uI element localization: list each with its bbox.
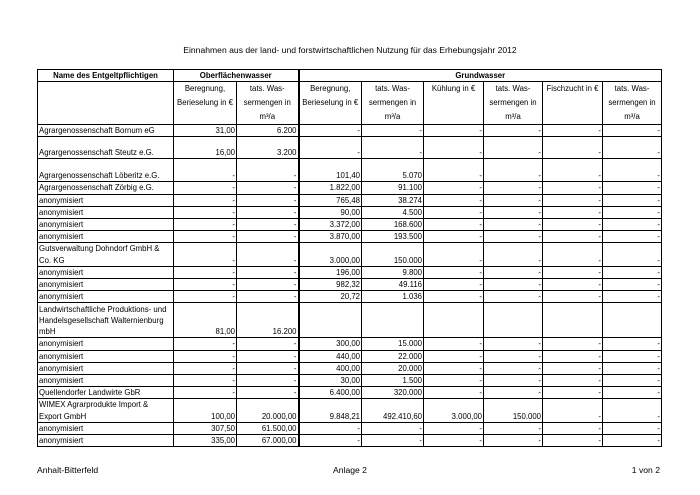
value-cell: - bbox=[174, 266, 237, 278]
value-cell: - bbox=[362, 435, 424, 447]
table-row bbox=[38, 375, 662, 387]
value-cell: - bbox=[424, 350, 484, 362]
value-cell: - bbox=[174, 291, 237, 303]
payer-name-cell: Gutsverwaltung Dohndorf GmbH & Co. KG bbox=[38, 243, 174, 266]
value-cell: 168.600 bbox=[362, 219, 424, 231]
value-cell: 765,48 bbox=[299, 194, 362, 206]
value-cell: - bbox=[543, 137, 603, 159]
payer-name-cell: anonymisiert bbox=[38, 422, 174, 434]
value-cell: 90,00 bbox=[299, 206, 362, 218]
table-row bbox=[38, 362, 662, 374]
value-cell: - bbox=[424, 279, 484, 291]
subheader-cell: Beregnung, Berieselung in € bbox=[299, 82, 362, 125]
value-cell: 22.000 bbox=[362, 350, 424, 362]
value-cell: - bbox=[603, 350, 662, 362]
value-cell: 335,00 bbox=[174, 435, 237, 447]
value-cell: - bbox=[603, 125, 662, 137]
value-cell: - bbox=[424, 243, 484, 266]
value-cell: - bbox=[424, 422, 484, 434]
value-cell: - bbox=[543, 266, 603, 278]
surface-water-header: Oberflächenwasser bbox=[174, 70, 299, 82]
table-row bbox=[38, 137, 662, 159]
table-row bbox=[38, 194, 662, 206]
value-cell: - bbox=[174, 182, 237, 194]
value-cell: 20,72 bbox=[299, 291, 362, 303]
value-cell: 320.000 bbox=[362, 387, 424, 399]
value-cell: 15.000 bbox=[362, 338, 424, 350]
payer-name-cell: anonymisiert bbox=[38, 375, 174, 387]
value-cell: - bbox=[603, 279, 662, 291]
value-cell: - bbox=[424, 338, 484, 350]
header-row bbox=[38, 70, 662, 82]
value-cell: - bbox=[543, 422, 603, 434]
table-row bbox=[38, 266, 662, 278]
value-cell: - bbox=[424, 375, 484, 387]
value-cell: - bbox=[424, 194, 484, 206]
value-cell: - bbox=[484, 291, 543, 303]
value-cell: - bbox=[237, 219, 299, 231]
value-cell: 3.372,00 bbox=[299, 219, 362, 231]
value-cell: - bbox=[543, 387, 603, 399]
value-cell: 16.200 bbox=[237, 303, 299, 338]
value-cell: - bbox=[543, 291, 603, 303]
table-body bbox=[38, 125, 662, 447]
value-cell bbox=[424, 303, 484, 338]
value-cell: 16,00 bbox=[174, 137, 237, 159]
value-cell: - bbox=[484, 266, 543, 278]
value-cell: - bbox=[484, 279, 543, 291]
value-cell: 3.870,00 bbox=[299, 231, 362, 243]
payer-name-cell: anonymisiert bbox=[38, 266, 174, 278]
value-cell: 1.500 bbox=[362, 375, 424, 387]
value-cell: - bbox=[484, 137, 543, 159]
value-cell: - bbox=[603, 231, 662, 243]
value-cell: - bbox=[237, 279, 299, 291]
value-cell: - bbox=[174, 279, 237, 291]
value-cell: - bbox=[237, 291, 299, 303]
value-cell: - bbox=[299, 125, 362, 137]
subheader-cell: Kühlung in € bbox=[424, 82, 484, 125]
value-cell: 5.070 bbox=[362, 159, 424, 182]
value-cell: - bbox=[484, 350, 543, 362]
value-cell: 440,00 bbox=[299, 350, 362, 362]
value-cell: - bbox=[603, 422, 662, 434]
value-cell: - bbox=[603, 137, 662, 159]
value-cell: - bbox=[237, 266, 299, 278]
value-cell: 6.200 bbox=[237, 125, 299, 137]
value-cell: - bbox=[543, 350, 603, 362]
value-cell: - bbox=[424, 362, 484, 374]
payer-name-cell: anonymisiert bbox=[38, 206, 174, 218]
value-cell: - bbox=[543, 125, 603, 137]
table-row bbox=[38, 350, 662, 362]
footer-page-number: 1 von 2 bbox=[631, 465, 660, 475]
value-cell: - bbox=[174, 219, 237, 231]
payer-name-cell: anonymisiert bbox=[38, 219, 174, 231]
payer-name-cell: anonymisiert bbox=[38, 231, 174, 243]
payer-name-cell: Agrargenossenschaft Zörbig e.G. bbox=[38, 182, 174, 194]
value-cell: 196,00 bbox=[299, 266, 362, 278]
subheader-cell: tats. Was-sermengen in m³/a bbox=[237, 82, 299, 125]
table-row bbox=[38, 387, 662, 399]
payer-name-cell: Landwirtschaftliche Produktions- und Handelsgesellschaft Walternienburg mbH bbox=[38, 303, 174, 338]
value-cell: 9.800 bbox=[362, 266, 424, 278]
value-cell: 307,50 bbox=[174, 422, 237, 434]
value-cell: 91.100 bbox=[362, 182, 424, 194]
value-cell: - bbox=[424, 435, 484, 447]
table-row bbox=[38, 291, 662, 303]
value-cell: - bbox=[543, 399, 603, 422]
value-cell: - bbox=[484, 219, 543, 231]
value-cell: 38.274 bbox=[362, 194, 424, 206]
value-cell: - bbox=[603, 159, 662, 182]
value-cell: 150.000 bbox=[484, 399, 543, 422]
value-cell: - bbox=[237, 194, 299, 206]
payer-name-cell: anonymisiert bbox=[38, 350, 174, 362]
value-cell: 3.200 bbox=[237, 137, 299, 159]
payer-name-cell: anonymisiert bbox=[38, 194, 174, 206]
value-cell: - bbox=[174, 375, 237, 387]
value-cell: 3.000,00 bbox=[299, 243, 362, 266]
value-cell: - bbox=[603, 435, 662, 447]
value-cell: 67.000,00 bbox=[237, 435, 299, 447]
value-cell: 49.116 bbox=[362, 279, 424, 291]
value-cell: - bbox=[603, 243, 662, 266]
value-cell: - bbox=[543, 435, 603, 447]
value-cell: - bbox=[484, 159, 543, 182]
value-cell: 20.000 bbox=[362, 362, 424, 374]
value-cell: - bbox=[174, 387, 237, 399]
value-cell: - bbox=[237, 243, 299, 266]
name-column-header: Name des Entgeltpflichtigen bbox=[38, 70, 174, 82]
value-cell: 101,40 bbox=[299, 159, 362, 182]
table-row bbox=[38, 422, 662, 434]
value-cell: - bbox=[424, 182, 484, 194]
value-cell: - bbox=[424, 231, 484, 243]
value-cell: 61.500,00 bbox=[237, 422, 299, 434]
value-cell: - bbox=[543, 338, 603, 350]
value-cell: - bbox=[543, 362, 603, 374]
table-row bbox=[38, 303, 662, 338]
value-cell: - bbox=[484, 435, 543, 447]
value-cell: - bbox=[484, 375, 543, 387]
value-cell: - bbox=[174, 159, 237, 182]
value-cell: - bbox=[484, 125, 543, 137]
value-cell: - bbox=[543, 159, 603, 182]
value-cell: 6.400,00 bbox=[299, 387, 362, 399]
value-cell: - bbox=[484, 362, 543, 374]
page-title: Einnahmen aus der land- und forstwirtschaftlichen Nutzung für das Erhebungsjahr 2012 bbox=[183, 45, 517, 55]
value-cell: - bbox=[237, 375, 299, 387]
value-cell bbox=[299, 303, 362, 338]
value-cell: - bbox=[603, 194, 662, 206]
payer-name-cell: WIMEX Agrarprodukte Import & Export GmbH bbox=[38, 399, 174, 422]
value-cell: - bbox=[424, 291, 484, 303]
table-row bbox=[38, 182, 662, 194]
value-cell: - bbox=[424, 219, 484, 231]
value-cell: - bbox=[424, 206, 484, 218]
payer-name-cell: Agrargenossenschaft Steutz e.G. bbox=[38, 137, 174, 159]
value-cell: - bbox=[424, 387, 484, 399]
value-cell: - bbox=[603, 338, 662, 350]
value-cell: - bbox=[484, 338, 543, 350]
value-cell: - bbox=[237, 338, 299, 350]
value-cell: - bbox=[174, 243, 237, 266]
value-cell: - bbox=[237, 206, 299, 218]
value-cell: - bbox=[174, 231, 237, 243]
value-cell: - bbox=[299, 422, 362, 434]
table-row bbox=[38, 206, 662, 218]
value-cell: - bbox=[543, 182, 603, 194]
value-cell: 9.848,21 bbox=[299, 399, 362, 422]
value-cell: - bbox=[484, 231, 543, 243]
payer-name-cell: anonymisiert bbox=[38, 435, 174, 447]
footer-district: Anhalt-Bitterfeld bbox=[37, 465, 99, 475]
table-row bbox=[38, 279, 662, 291]
subheader-cell: Beregnung, Berieselung in € bbox=[174, 82, 237, 125]
value-cell: 193.500 bbox=[362, 231, 424, 243]
value-cell: - bbox=[424, 137, 484, 159]
value-cell: - bbox=[603, 206, 662, 218]
value-cell: - bbox=[603, 219, 662, 231]
value-cell: - bbox=[237, 231, 299, 243]
value-cell: - bbox=[174, 338, 237, 350]
value-cell: - bbox=[603, 387, 662, 399]
value-cell: 300,00 bbox=[299, 338, 362, 350]
payer-name-cell: anonymisiert bbox=[38, 279, 174, 291]
value-cell: 20.000,00 bbox=[237, 399, 299, 422]
revenue-table bbox=[37, 69, 662, 447]
value-cell: - bbox=[543, 231, 603, 243]
value-cell bbox=[362, 303, 424, 338]
value-cell: - bbox=[174, 362, 237, 374]
value-cell: 30,00 bbox=[299, 375, 362, 387]
value-cell: - bbox=[174, 194, 237, 206]
value-cell: 4.500 bbox=[362, 206, 424, 218]
value-cell: 982,32 bbox=[299, 279, 362, 291]
payer-name-cell: Agrargenossenschaft Bornum eG bbox=[38, 125, 174, 137]
value-cell: - bbox=[603, 182, 662, 194]
subheader-cell: tats. Was-sermengen in m³/a bbox=[484, 82, 543, 125]
value-cell: 1.822,00 bbox=[299, 182, 362, 194]
payer-name-cell: Quellendorfer Landwirte GbR bbox=[38, 387, 174, 399]
value-cell: - bbox=[237, 350, 299, 362]
value-cell: - bbox=[174, 350, 237, 362]
value-cell: - bbox=[237, 387, 299, 399]
value-cell bbox=[603, 303, 662, 338]
ground-water-header: Grundwasser bbox=[299, 70, 662, 82]
value-cell: - bbox=[603, 266, 662, 278]
subheader-empty bbox=[38, 82, 174, 125]
table-row bbox=[38, 338, 662, 350]
value-cell: - bbox=[603, 291, 662, 303]
value-cell: - bbox=[424, 266, 484, 278]
table-row bbox=[38, 435, 662, 447]
value-cell: - bbox=[362, 422, 424, 434]
value-cell: - bbox=[543, 243, 603, 266]
value-cell: 400,00 bbox=[299, 362, 362, 374]
value-cell: - bbox=[362, 125, 424, 137]
payer-name-cell: Agrargenossenschaft Löberitz e.G. bbox=[38, 159, 174, 182]
payer-name-cell: anonymisiert bbox=[38, 362, 174, 374]
value-cell: - bbox=[237, 362, 299, 374]
value-cell: - bbox=[484, 387, 543, 399]
value-cell: 3.000,00 bbox=[424, 399, 484, 422]
value-cell: - bbox=[543, 194, 603, 206]
value-cell: - bbox=[237, 182, 299, 194]
value-cell: - bbox=[543, 279, 603, 291]
table-row bbox=[38, 219, 662, 231]
value-cell: - bbox=[484, 182, 543, 194]
value-cell: - bbox=[484, 194, 543, 206]
table-row bbox=[38, 231, 662, 243]
table-row bbox=[38, 243, 662, 266]
value-cell bbox=[543, 303, 603, 338]
value-cell: - bbox=[603, 375, 662, 387]
value-cell bbox=[484, 303, 543, 338]
payer-name-cell: anonymisiert bbox=[38, 291, 174, 303]
subheader-row bbox=[38, 82, 662, 125]
value-cell: - bbox=[543, 206, 603, 218]
value-cell: 1.036 bbox=[362, 291, 424, 303]
value-cell: - bbox=[543, 219, 603, 231]
subheader-cell: Fischzucht in € bbox=[543, 82, 603, 125]
value-cell: - bbox=[484, 422, 543, 434]
value-cell: 81,00 bbox=[174, 303, 237, 338]
value-cell: - bbox=[174, 206, 237, 218]
table-row bbox=[38, 159, 662, 182]
value-cell: 100,00 bbox=[174, 399, 237, 422]
value-cell: - bbox=[299, 137, 362, 159]
value-cell: - bbox=[299, 435, 362, 447]
subheader-cell: tats. Was-sermengen in m³/a bbox=[603, 82, 662, 125]
value-cell: - bbox=[603, 399, 662, 422]
payer-name-cell: anonymisiert bbox=[38, 338, 174, 350]
subheader-cell: tats. Was-sermengen in m³/a bbox=[362, 82, 424, 125]
value-cell: 150.000 bbox=[362, 243, 424, 266]
value-cell: - bbox=[484, 206, 543, 218]
footer-annex: Anlage 2 bbox=[333, 465, 367, 475]
value-cell: 31,00 bbox=[174, 125, 237, 137]
value-cell: - bbox=[543, 375, 603, 387]
value-cell: - bbox=[424, 125, 484, 137]
value-cell: - bbox=[237, 159, 299, 182]
value-cell: - bbox=[362, 137, 424, 159]
table-row bbox=[38, 399, 662, 422]
value-cell: - bbox=[484, 243, 543, 266]
value-cell: - bbox=[424, 159, 484, 182]
value-cell: - bbox=[603, 362, 662, 374]
value-cell: 492.410,60 bbox=[362, 399, 424, 422]
table-row bbox=[38, 125, 662, 137]
